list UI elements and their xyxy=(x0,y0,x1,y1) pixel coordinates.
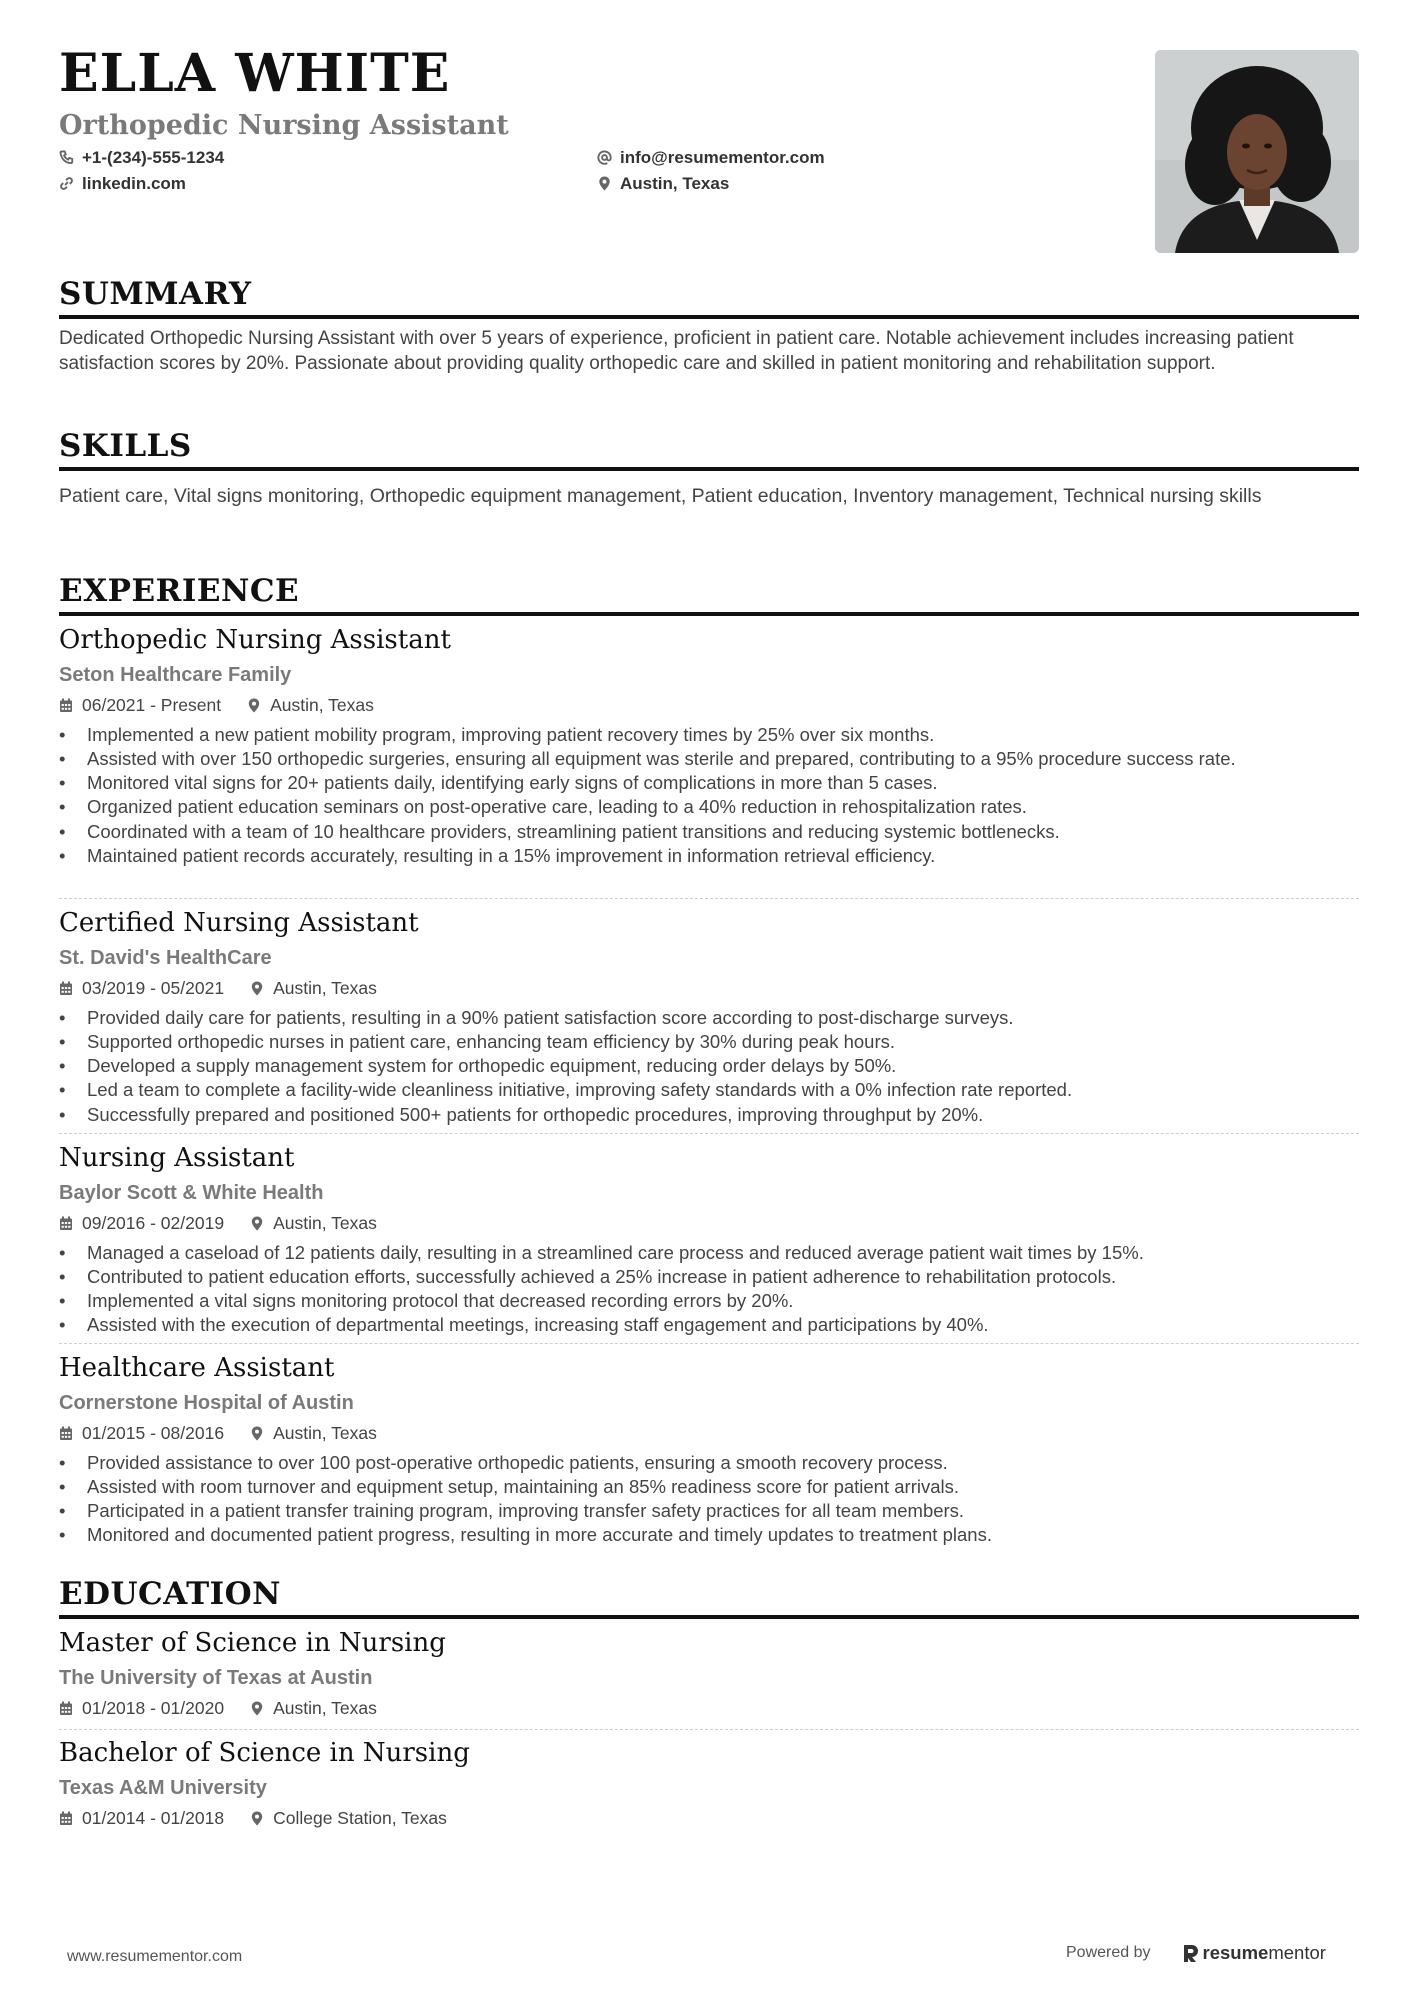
entry-divider xyxy=(59,1729,1359,1730)
job-dates: 03/2019 - 05/2021 xyxy=(82,978,225,998)
education-dates: 01/2014 - 01/2018 xyxy=(82,1808,225,1828)
location-pin-icon xyxy=(597,176,612,191)
education-location: College Station, Texas xyxy=(273,1808,447,1828)
degree-title: Master of Science in Nursing xyxy=(59,1628,446,1658)
summary-section xyxy=(59,276,1359,376)
location-pin-icon xyxy=(250,1811,264,1826)
location-text: Austin, Texas xyxy=(620,174,730,193)
footer-website[interactable]: www.resumementor.com xyxy=(67,1948,243,1965)
bullet-item: • Implemented a vital signs monitoring protocol that decreased recording errors by 20%. xyxy=(59,1289,1359,1313)
location-pin-icon xyxy=(247,698,261,713)
profile-photo xyxy=(1155,50,1359,253)
bullet-item: • Monitored and documented patient progress, resulting in more accurate and timely updates to treatment plans. xyxy=(59,1523,1359,1547)
bullet-item: • Supported orthopedic nurses in patient care, enhancing team efficiency by 30% during peak hours. xyxy=(59,1030,1359,1054)
resumementor-logo-icon xyxy=(1181,1943,1199,1963)
resume-header xyxy=(59,0,1359,270)
email-address[interactable]: info@resumementor.com xyxy=(620,148,825,167)
job-bullets xyxy=(59,723,1359,869)
portrait-image xyxy=(1155,50,1359,253)
job-company: Seton Healthcare Family xyxy=(59,664,292,686)
bullet-item: • Assisted with room turnover and equipment setup, maintaining an 85% readiness score for patient arrivals. xyxy=(59,1475,1359,1499)
job-entry xyxy=(59,627,1359,868)
job-dates: 01/2015 - 08/2016 xyxy=(82,1423,225,1443)
calendar-icon xyxy=(59,1216,73,1231)
education-section xyxy=(59,1576,1359,1619)
job-location: Austin, Texas xyxy=(273,1213,377,1233)
location-pin-icon xyxy=(250,1701,264,1716)
link-icon xyxy=(59,176,74,191)
entry-divider xyxy=(59,1343,1359,1344)
bullet-item: • Monitored vital signs for 20+ patients daily, identifying early signs of complications in more than 5 cases. xyxy=(59,771,1359,795)
candidate-title: Orthopedic Nursing Assistant xyxy=(59,110,509,141)
job-title: Certified Nursing Assistant xyxy=(59,908,419,938)
job-dates: 06/2021 - Present xyxy=(82,695,222,715)
calendar-icon xyxy=(59,981,73,996)
job-title: Healthcare Assistant xyxy=(59,1353,335,1383)
school-name: The University of Texas at Austin xyxy=(59,1667,373,1689)
calendar-icon xyxy=(59,1701,73,1716)
job-entry xyxy=(59,1355,1359,1548)
job-company: Cornerstone Hospital of Austin xyxy=(59,1392,354,1414)
skills-heading: SKILLS xyxy=(59,431,1359,471)
bullet-item: • Implemented a new patient mobility program, improving patient recovery times by 25% over six months. xyxy=(59,723,1359,747)
experience-section xyxy=(59,573,1359,616)
bullet-item: • Provided assistance to over 100 post-operative orthopedic patients, ensuring a smooth recovery process. xyxy=(59,1451,1359,1475)
education-entry xyxy=(59,1740,1359,1828)
job-location: Austin, Texas xyxy=(273,978,377,998)
experience-heading: EXPERIENCE xyxy=(59,576,1359,616)
location-pin-icon xyxy=(250,1216,264,1231)
job-title: Orthopedic Nursing Assistant xyxy=(59,625,451,655)
bullet-item: • Led a team to complete a facility-wide cleanliness initiative, improving safety standards with a 0% infection rate reported. xyxy=(59,1078,1359,1102)
skills-section xyxy=(59,428,1359,509)
entry-divider xyxy=(59,1133,1359,1134)
footer-branding xyxy=(1066,1942,1326,1964)
brand-name-light: mentor xyxy=(1268,1942,1326,1963)
job-location: Austin, Texas xyxy=(273,1423,377,1443)
linkedin-link[interactable]: linkedin.com xyxy=(82,174,186,193)
job-entry xyxy=(59,1145,1359,1338)
bullet-item: • Assisted with over 150 orthopedic surgeries, ensuring all equipment was sterile and prepared, contributing to a 95% procedure success rate. xyxy=(59,747,1359,771)
education-heading: EDUCATION xyxy=(59,1579,1359,1619)
bullet-item: • Managed a caseload of 12 patients daily, resulting in a streamlined care process and reduced average patient wait times by 15%. xyxy=(59,1241,1359,1265)
bullet-item: • Assisted with the execution of departmental meetings, increasing staff engagement and participations by 40%. xyxy=(59,1313,1359,1337)
job-location: Austin, Texas xyxy=(270,695,374,715)
calendar-icon xyxy=(59,698,73,713)
bullet-item: • Contributed to patient education efforts, successfully achieved a 25% increase in patient adherence to rehabilitation protocols. xyxy=(59,1265,1359,1289)
location-pin-icon xyxy=(250,1426,264,1441)
bullet-item: • Successfully prepared and positioned 500+ patients for orthopedic procedures, improving throughput by 20%. xyxy=(59,1103,1359,1127)
job-meta xyxy=(59,697,1359,715)
phone-number: +1-(234)-555-1234 xyxy=(82,148,225,167)
education-meta xyxy=(59,1810,1359,1828)
candidate-name: ELLA WHITE xyxy=(59,43,451,104)
job-meta xyxy=(59,1215,1359,1233)
bullet-item: • Maintained patient records accurately, resulting in a 15% improvement in information retrieval efficiency. xyxy=(59,844,1359,868)
bullet-item: • Organized patient education seminars on post-operative care, leading to a 40% reduction in rehospitalization rates. xyxy=(59,795,1359,819)
job-bullets xyxy=(59,1451,1359,1548)
education-dates: 01/2018 - 01/2020 xyxy=(82,1698,225,1718)
entry-divider xyxy=(59,898,1359,899)
job-company: Baylor Scott & White Health xyxy=(59,1182,324,1204)
bullet-item: • Coordinated with a team of 10 healthcare providers, streamlining patient transitions and reducing systemic bottlenecks. xyxy=(59,820,1359,844)
brand-logo[interactable] xyxy=(1181,1942,1326,1964)
education-meta xyxy=(59,1700,1359,1718)
bullet-item: • Provided daily care for patients, resulting in a 90% patient satisfaction score according to post-discharge surveys. xyxy=(59,1006,1359,1030)
job-meta xyxy=(59,980,1359,998)
calendar-icon xyxy=(59,1426,73,1441)
job-bullets xyxy=(59,1241,1359,1338)
skills-text: Patient care, Vital signs monitoring, Orthopedic equipment management, Patient education, Inventory management, Technical nursing skills xyxy=(59,485,1262,507)
job-entry xyxy=(59,910,1359,1127)
location-pin-icon xyxy=(250,981,264,996)
job-meta xyxy=(59,1425,1359,1443)
summary-heading: SUMMARY xyxy=(59,279,1359,319)
location-contact xyxy=(597,175,729,192)
education-location: Austin, Texas xyxy=(273,1698,377,1718)
education-entry xyxy=(59,1630,1359,1718)
job-title: Nursing Assistant xyxy=(59,1143,295,1173)
brand-name-bold: resume xyxy=(1202,1942,1269,1963)
summary-text: Dedicated Orthopedic Nursing Assistant with over 5 years of experience, proficient in patient care. Notable achievement includes increasing patient satisfaction scores by 20%. Passionate about providing quality orthopedic care and skilled in patient monitoring and rehabilitation support. xyxy=(59,328,1294,374)
bullet-item: • Developed a supply management system for orthopedic equipment, reducing order delays by 50%. xyxy=(59,1054,1359,1078)
bullet-item: • Participated in a patient transfer training program, improving transfer safety practices for all team members. xyxy=(59,1499,1359,1523)
powered-by-label: Powered by xyxy=(1066,1944,1151,1961)
email-contact[interactable] xyxy=(597,149,825,166)
school-name: Texas A&M University xyxy=(59,1777,267,1799)
linkedin-contact[interactable] xyxy=(59,175,186,192)
phone-icon xyxy=(59,150,74,165)
at-sign-icon xyxy=(597,150,612,165)
job-dates: 09/2016 - 02/2019 xyxy=(82,1213,225,1233)
phone-contact xyxy=(59,149,224,166)
job-bullets xyxy=(59,1006,1359,1127)
degree-title: Bachelor of Science in Nursing xyxy=(59,1738,470,1768)
calendar-icon xyxy=(59,1811,73,1826)
job-company: St. David's HealthCare xyxy=(59,947,272,969)
